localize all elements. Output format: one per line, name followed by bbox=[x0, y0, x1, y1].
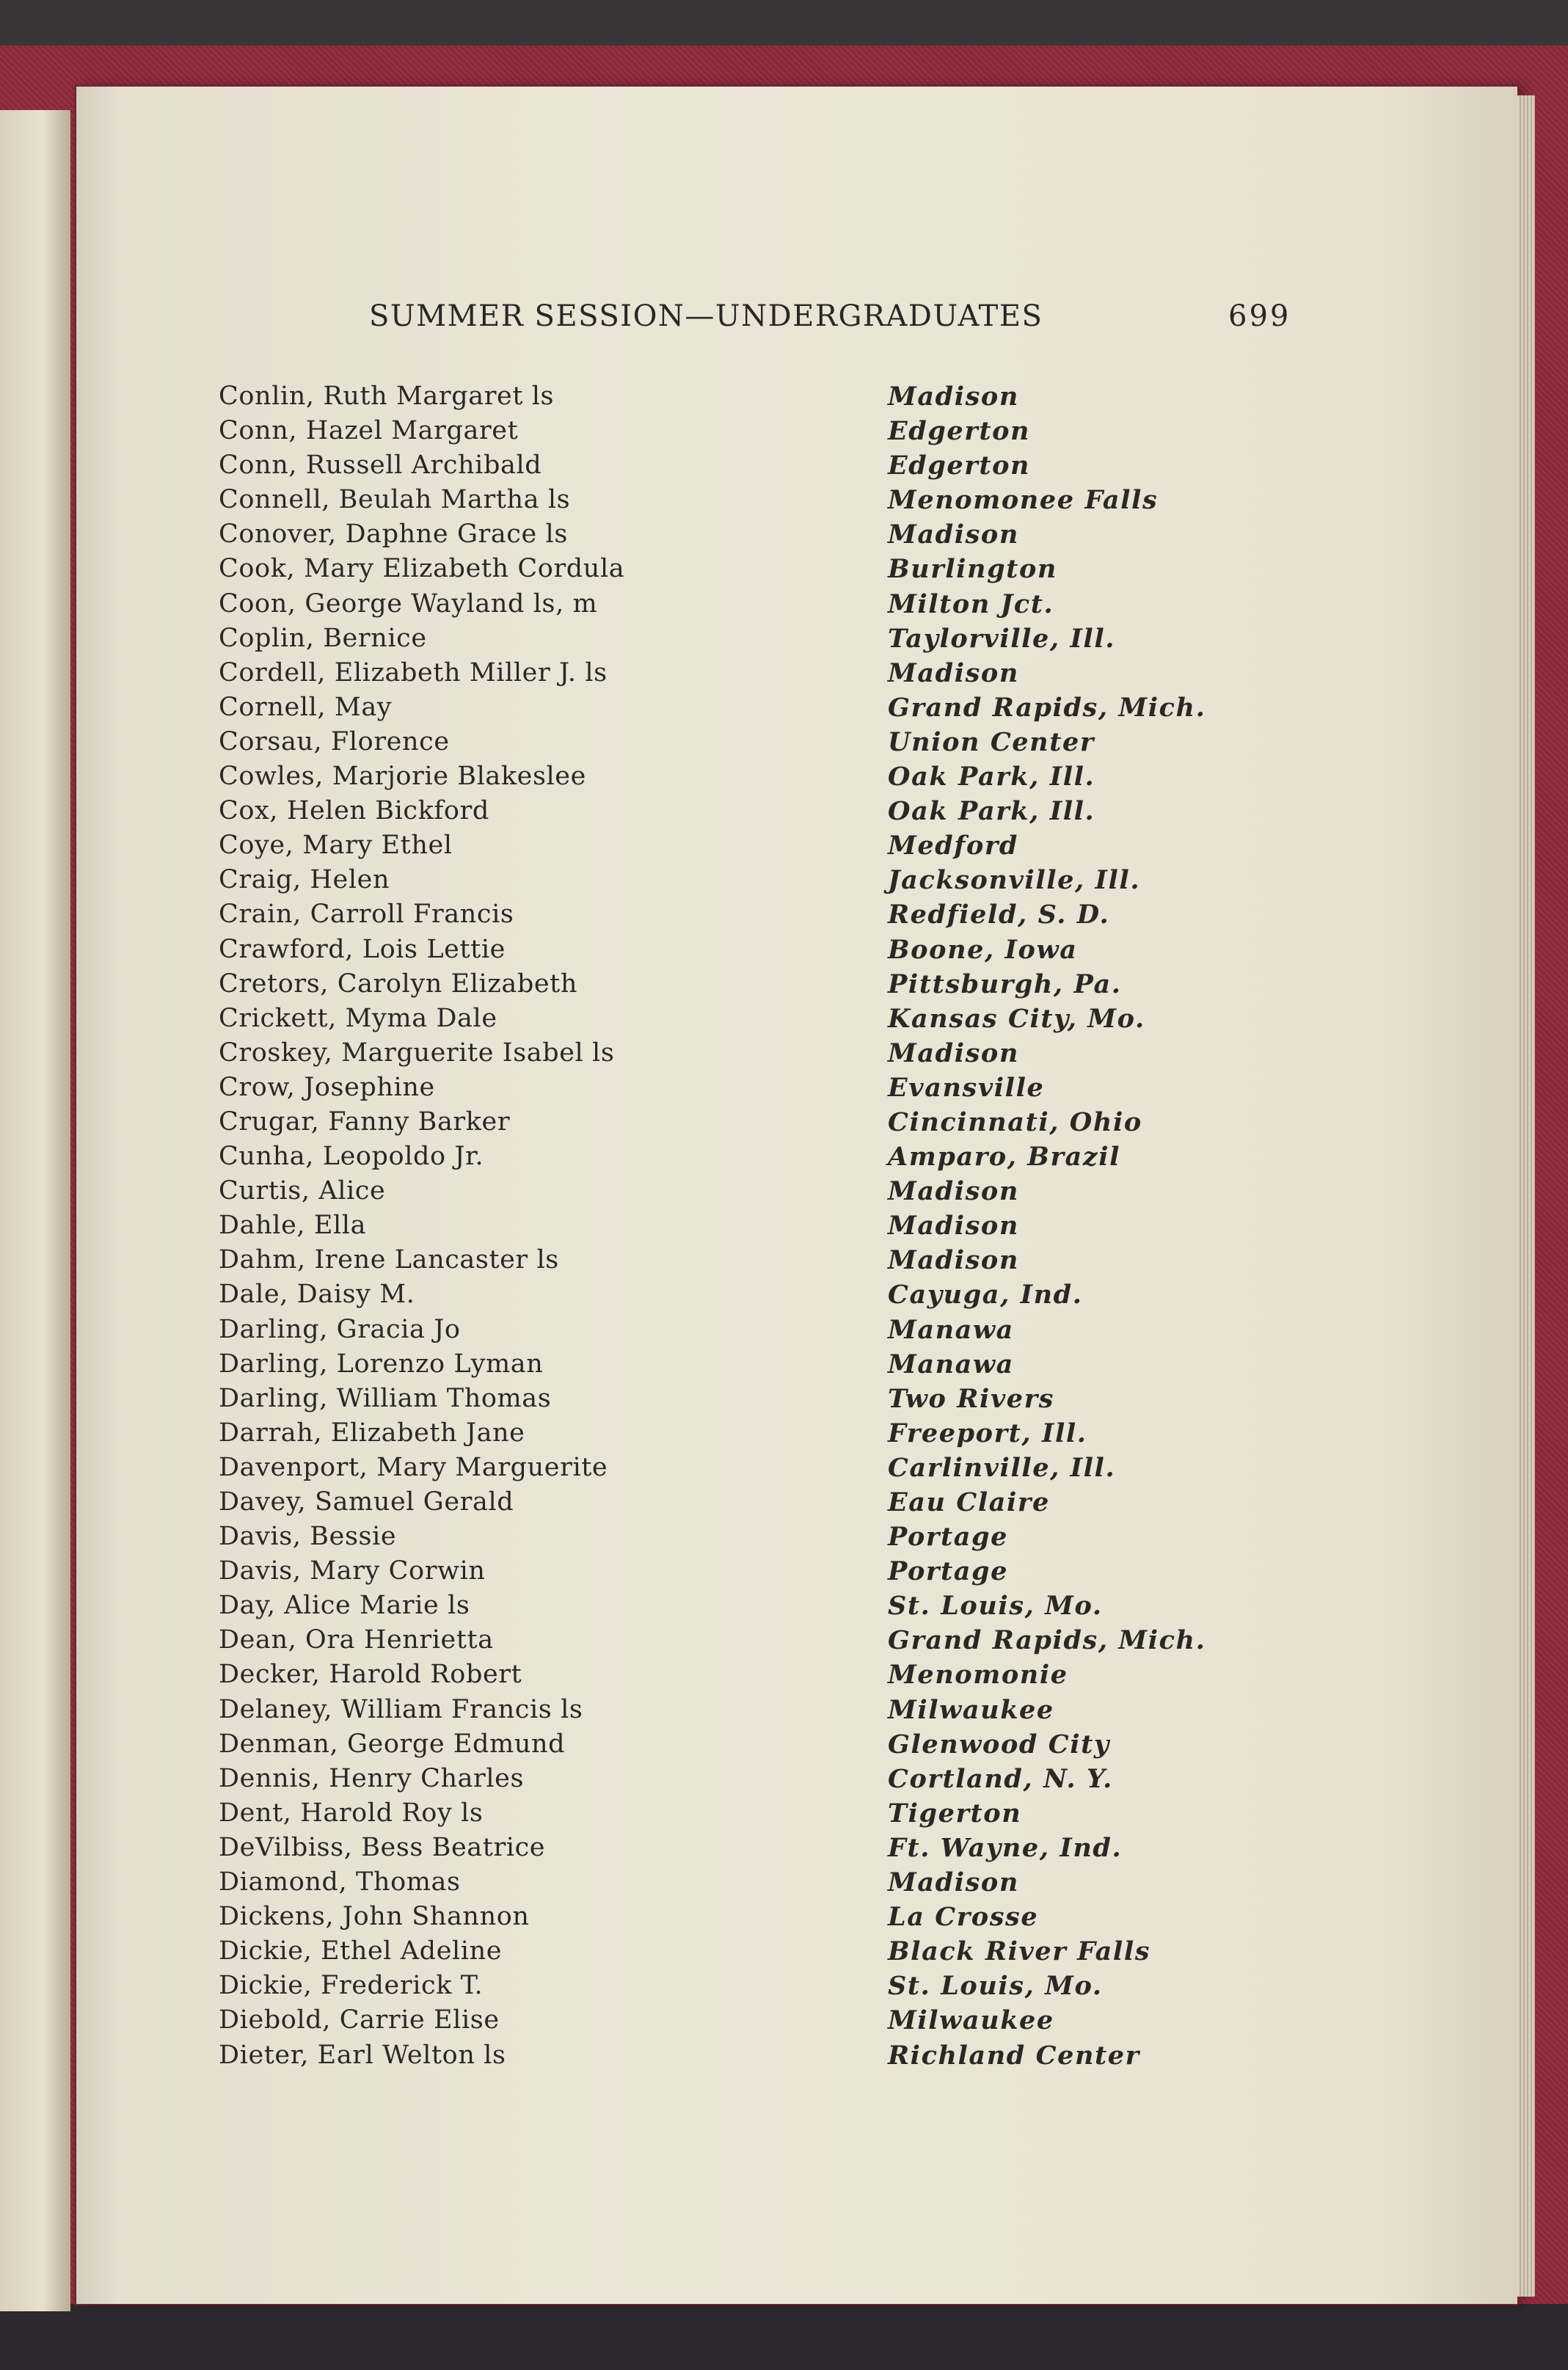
student-hometown: Menomonee Falls bbox=[888, 485, 1159, 516]
student-hometown: Taylorville, Ill. bbox=[888, 623, 1116, 654]
student-hometown: Portage bbox=[888, 1556, 1008, 1587]
roster-entry bbox=[0, 1384, 1568, 1418]
roster-entry bbox=[0, 451, 1568, 485]
roster-entry bbox=[0, 900, 1568, 934]
student-name: Crain, Carroll Francis bbox=[219, 900, 514, 930]
roster-entry bbox=[0, 1176, 1568, 1211]
roster-entry bbox=[0, 1245, 1568, 1280]
roster-entry bbox=[0, 935, 1568, 969]
student-name: Diamond, Thomas bbox=[219, 1867, 461, 1897]
roster-entry bbox=[0, 1902, 1568, 1936]
student-name: Day, Alice Marie ls bbox=[219, 1591, 470, 1621]
student-hometown: Medford bbox=[888, 831, 1018, 861]
student-name: Denman, George Edmund bbox=[219, 1729, 566, 1759]
student-hometown: Madison bbox=[888, 1867, 1019, 1898]
student-name: Conover, Daphne Grace ls bbox=[219, 519, 568, 550]
running-title: SUMMER SESSION—UNDERGRADUATES bbox=[369, 299, 1043, 333]
student-hometown: Pittsburgh, Pa. bbox=[888, 969, 1122, 999]
roster-entry bbox=[0, 1695, 1568, 1729]
student-hometown: Glenwood City bbox=[888, 1729, 1110, 1760]
roster-entry bbox=[0, 416, 1568, 451]
student-name: Cretors, Carolyn Elizabeth bbox=[219, 969, 577, 999]
student-name: Darling, Lorenzo Lyman bbox=[219, 1349, 544, 1379]
student-hometown: Redfield, S. D. bbox=[888, 900, 1110, 930]
student-hometown: Edgerton bbox=[888, 416, 1031, 447]
student-hometown: Milwaukee bbox=[888, 1694, 1054, 1725]
student-hometown: Madison bbox=[888, 657, 1019, 688]
roster-entry bbox=[0, 693, 1568, 727]
student-name: Conlin, Ruth Margaret ls bbox=[219, 382, 555, 411]
roster-entry bbox=[0, 1522, 1568, 1556]
student-hometown: Milton Jct. bbox=[888, 588, 1054, 619]
student-name: Dickens, John Shannon bbox=[219, 1902, 530, 1932]
student-hometown: Cincinnati, Ohio bbox=[888, 1106, 1142, 1137]
student-hometown: Boone, Iowa bbox=[888, 934, 1078, 965]
roster-entry bbox=[0, 1142, 1568, 1176]
student-name: Crawford, Lois Lettie bbox=[219, 934, 506, 964]
student-hometown: Amparo, Brazil bbox=[888, 1142, 1121, 1173]
student-name: Craig, Helen bbox=[219, 865, 390, 895]
student-hometown: Madison bbox=[888, 1245, 1019, 1276]
student-hometown: Madison bbox=[888, 382, 1019, 412]
roster-entry bbox=[0, 2005, 1568, 2040]
student-hometown: Milwaukee bbox=[888, 2005, 1054, 2036]
roster-entry bbox=[0, 519, 1568, 554]
student-hometown: Ft. Wayne, Ind. bbox=[888, 1832, 1123, 1863]
student-name: Dahm, Irene Lancaster ls bbox=[219, 1245, 559, 1275]
student-name: Darling, Gracia Jo bbox=[219, 1314, 461, 1344]
roster-entry bbox=[0, 1556, 1568, 1591]
student-name: Connell, Beulah Martha ls bbox=[219, 485, 571, 515]
page-number: 699 bbox=[1228, 299, 1291, 333]
student-name: Dennis, Henry Charles bbox=[219, 1763, 525, 1793]
student-hometown: Oak Park, Ill. bbox=[888, 796, 1095, 827]
roster-entry bbox=[0, 727, 1568, 762]
roster-entry bbox=[0, 796, 1568, 831]
student-name: Conn, Hazel Margaret bbox=[219, 416, 519, 446]
student-hometown: Manawa bbox=[888, 1314, 1014, 1345]
student-name: Davis, Bessie bbox=[219, 1522, 397, 1552]
roster-entry bbox=[0, 1591, 1568, 1625]
roster-entry bbox=[0, 1211, 1568, 1245]
student-hometown: Cortland, N. Y. bbox=[888, 1763, 1113, 1794]
roster-entry bbox=[0, 1038, 1568, 1073]
student-name: Cunha, Leopoldo Jr. bbox=[219, 1142, 484, 1172]
student-name: Cordell, Elizabeth Miller J. ls bbox=[219, 657, 608, 688]
student-name: Darrah, Elizabeth Jane bbox=[219, 1418, 525, 1448]
student-hometown: Burlington bbox=[888, 554, 1057, 585]
student-hometown: Kansas City, Mo. bbox=[888, 1003, 1145, 1034]
student-hometown: Manawa bbox=[888, 1349, 1014, 1379]
student-hometown: Madison bbox=[888, 1211, 1019, 1241]
student-hometown: Union Center bbox=[888, 726, 1095, 757]
student-hometown: St. Louis, Mo. bbox=[888, 1971, 1103, 2002]
page-header bbox=[0, 299, 1568, 336]
roster-entry bbox=[0, 1936, 1568, 1971]
student-name: Davenport, Mary Marguerite bbox=[219, 1452, 608, 1482]
student-name: Cox, Helen Bickford bbox=[219, 796, 489, 826]
roster-entry bbox=[0, 589, 1568, 624]
roster-entry bbox=[0, 865, 1568, 900]
roster-entry bbox=[0, 1660, 1568, 1694]
student-name: Coon, George Wayland ls, m bbox=[219, 588, 598, 619]
student-name: Crow, Josephine bbox=[219, 1072, 435, 1102]
student-name: Corsau, Florence bbox=[219, 726, 450, 756]
student-hometown: Two Rivers bbox=[888, 1383, 1054, 1414]
student-hometown: Evansville bbox=[888, 1072, 1045, 1103]
roster-entry bbox=[0, 762, 1568, 796]
student-hometown: Carlinville, Ill. bbox=[888, 1452, 1116, 1483]
student-hometown: Jacksonville, Ill. bbox=[888, 865, 1141, 896]
student-name: Dahle, Ella bbox=[219, 1211, 367, 1241]
roster-entry bbox=[0, 624, 1568, 658]
student-hometown: La Crosse bbox=[888, 1902, 1039, 1933]
roster-entry bbox=[0, 1971, 1568, 2005]
student-name: Delaney, William Francis ls bbox=[219, 1694, 583, 1724]
roster-entry bbox=[0, 1315, 1568, 1349]
roster-entry bbox=[0, 1729, 1568, 1764]
student-name: Dean, Ora Henrietta bbox=[219, 1625, 494, 1655]
student-hometown: Tigerton bbox=[888, 1798, 1022, 1828]
student-name: Crickett, Myma Dale bbox=[219, 1003, 497, 1033]
roster-entry bbox=[0, 1487, 1568, 1522]
student-name: Croskey, Marguerite Isabel ls bbox=[219, 1038, 615, 1068]
student-hometown: Richland Center bbox=[888, 2040, 1140, 2071]
student-name: Coplin, Bernice bbox=[219, 623, 427, 653]
roster-entry bbox=[0, 1107, 1568, 1142]
student-name: Coye, Mary Ethel bbox=[219, 831, 453, 861]
student-name: Cook, Mary Elizabeth Cordula bbox=[219, 554, 625, 584]
student-name: Diebold, Carrie Elise bbox=[219, 2005, 500, 2035]
roster-entry bbox=[0, 1625, 1568, 1660]
student-name: Crugar, Fanny Barker bbox=[219, 1106, 511, 1137]
student-name: Dickie, Frederick T. bbox=[219, 1971, 484, 2001]
student-name: Darling, William Thomas bbox=[219, 1383, 552, 1413]
student-name: Decker, Harold Robert bbox=[219, 1660, 522, 1690]
student-name: DeVilbiss, Bess Beatrice bbox=[219, 1832, 546, 1862]
student-hometown: Black River Falls bbox=[888, 1936, 1151, 1967]
student-hometown: Grand Rapids, Mich. bbox=[888, 1625, 1206, 1656]
student-hometown: Eau Claire bbox=[888, 1487, 1050, 1517]
roster-entry bbox=[0, 1833, 1568, 1867]
student-name: Dale, Daisy M. bbox=[219, 1280, 415, 1310]
roster-entry bbox=[0, 1004, 1568, 1038]
student-hometown: Grand Rapids, Mich. bbox=[888, 692, 1206, 723]
student-name: Davey, Samuel Gerald bbox=[219, 1487, 514, 1517]
student-name: Curtis, Alice bbox=[219, 1176, 386, 1206]
roster-entry bbox=[0, 554, 1568, 588]
student-hometown: Cayuga, Ind. bbox=[888, 1280, 1083, 1310]
roster-entry bbox=[0, 1418, 1568, 1453]
roster-entry bbox=[0, 1867, 1568, 1902]
student-name: Cowles, Marjorie Blakeslee bbox=[219, 762, 586, 792]
roster-entry bbox=[0, 1764, 1568, 1798]
student-name: Dent, Harold Roy ls bbox=[219, 1798, 484, 1828]
roster-entry bbox=[0, 1453, 1568, 1487]
student-hometown: Madison bbox=[888, 1038, 1019, 1068]
student-hometown: Edgerton bbox=[888, 451, 1031, 481]
student-name: Cornell, May bbox=[219, 692, 393, 722]
student-hometown: Oak Park, Ill. bbox=[888, 762, 1095, 792]
student-hometown: Freeport, Ill. bbox=[888, 1418, 1087, 1448]
roster-entry bbox=[0, 1073, 1568, 1107]
roster-entry bbox=[0, 1798, 1568, 1833]
roster-entry bbox=[0, 969, 1568, 1004]
roster-entry bbox=[0, 658, 1568, 693]
student-name: Davis, Mary Corwin bbox=[219, 1556, 486, 1586]
student-name: Dieter, Earl Welton ls bbox=[219, 2040, 506, 2070]
roster-entry bbox=[0, 831, 1568, 865]
background-surface bbox=[0, 2304, 1568, 2370]
student-hometown: Portage bbox=[888, 1522, 1008, 1553]
roster-entry bbox=[0, 485, 1568, 519]
student-roster bbox=[0, 382, 1568, 2075]
student-name: Conn, Russell Archibald bbox=[219, 451, 542, 481]
roster-entry bbox=[0, 1280, 1568, 1314]
student-hometown: St. Louis, Mo. bbox=[888, 1591, 1103, 1622]
student-hometown: Madison bbox=[888, 1176, 1019, 1207]
roster-entry bbox=[0, 382, 1568, 416]
student-hometown: Madison bbox=[888, 519, 1019, 550]
roster-entry bbox=[0, 1349, 1568, 1384]
student-hometown: Menomonie bbox=[888, 1660, 1068, 1691]
roster-entry bbox=[0, 2041, 1568, 2075]
student-name: Dickie, Ethel Adeline bbox=[219, 1936, 503, 1966]
